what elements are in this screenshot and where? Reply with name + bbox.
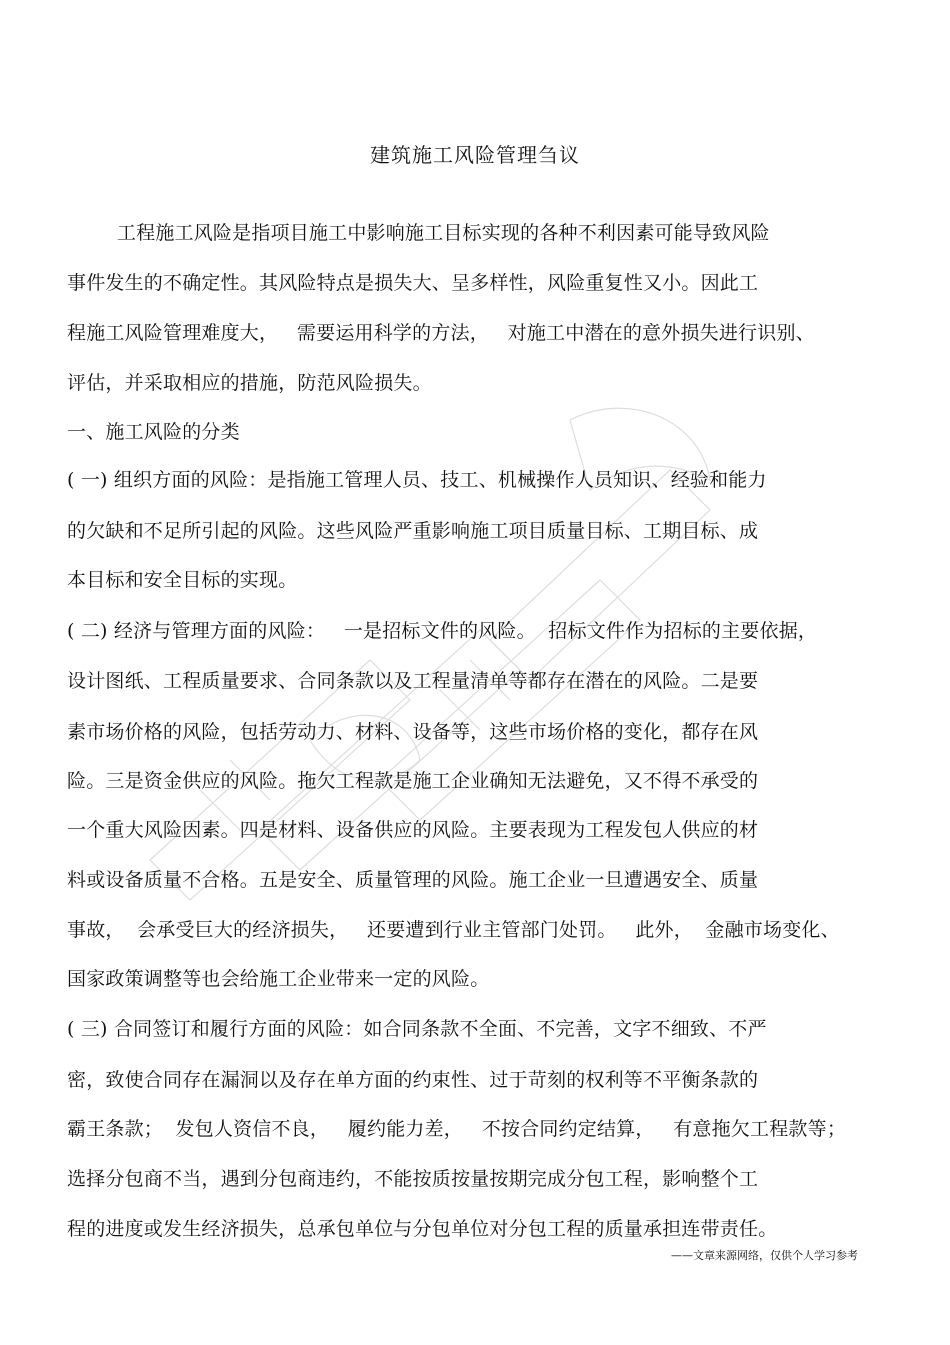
body-line: 事件发生的不确定性。其风险特点是损失大、呈多样性，风险重复性又小。因此工 bbox=[67, 272, 759, 294]
body-line: 料或设备质量不合格。五是安全、质量管理的风险。施工企业一旦遭遇安全、质量 bbox=[67, 869, 759, 891]
body-line: 事故， 会承受巨大的经济损失， 还要遭到行业主管部门处罚。 此外， 金融市场变化、 bbox=[67, 919, 840, 941]
body-line: 密，致使合同存在漏洞以及存在单方面的约束性、过于苛刻的权利等不平衡条款的 bbox=[67, 1069, 759, 1091]
body-line: ( 一) 组织方面的风险：是指施工管理人员、技工、机械操作人员知识、经验和能力 bbox=[67, 469, 767, 491]
body-line: 素市场价格的风险，包括劳动力、材料、设备等，这些市场价格的变化，都存在风 bbox=[67, 721, 759, 743]
body-line: 设计图纸、工程质量要求、合同条款以及工程量清单等都存在潜在的风险。二是要 bbox=[67, 670, 759, 692]
body-line: 国家政策调整等也会给施工企业带来一定的风险。 bbox=[67, 968, 490, 990]
body-line: 程的进度或发生经济损失，总承包单位与分包单位对分包工程的质量承担连带责任。 bbox=[67, 1218, 778, 1240]
body-line: ( 三) 合同签订和履行方面的风险：如合同条款不全面、不完善，文字不细致、不严 bbox=[67, 1018, 767, 1040]
body-line: 险。三是资金供应的风险。拖欠工程款是施工企业确知无法避免，又不得不承受的 bbox=[67, 770, 759, 792]
body-line: 霸王条款； 发包人资信不良， 履约能力差， 不按合同约定结算， 有意拖欠工程款等； bbox=[67, 1118, 847, 1140]
document-title: 建筑施工风险管理刍议 bbox=[370, 143, 580, 167]
body-line: 一个重大风险因素。四是材料、设备供应的风险。主要表现为工程发包人供应的材 bbox=[67, 819, 759, 841]
body-line: 选择分包商不当，遇到分包商违约，不能按质按量按期完成分包工程，影响整个工 bbox=[67, 1168, 759, 1190]
section-heading: 一、施工风险的分类 bbox=[67, 421, 240, 443]
body-line: 工程施工风险是指项目施工中影响施工目标实现的各种不利因素可能导致风险 bbox=[67, 222, 770, 244]
body-line: 本目标和安全目标的实现。 bbox=[67, 569, 298, 591]
body-line: 程施工风险管理难度大， 需要运用科学的方法， 对施工中潜在的意外损失进行识别、 bbox=[67, 322, 815, 344]
source-footnote: ——文章来源网络，仅供个人学习参考 bbox=[671, 1249, 858, 1262]
body-line: 评估，并采取相应的措施，防范风险损失。 bbox=[67, 372, 432, 394]
body-line: 的欠缺和不足所引起的风险。这些风险严重影响施工项目质量目标、工期目标、成 bbox=[67, 520, 759, 542]
body-line: ( 二) 经济与管理方面的风险： 一是招标文件的风险。 招标文件作为招标的主要依据， bbox=[67, 620, 818, 642]
